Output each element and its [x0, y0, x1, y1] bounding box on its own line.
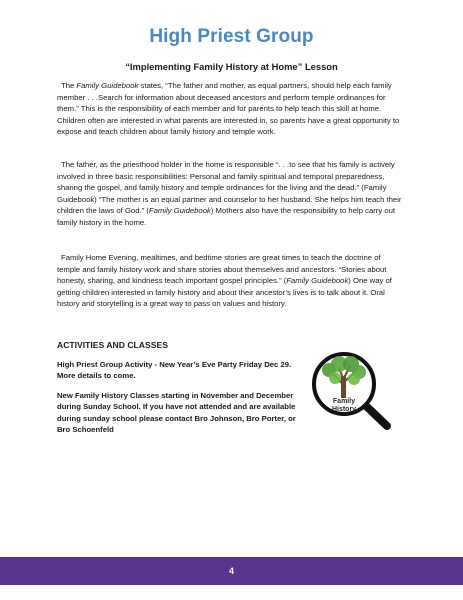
paragraph-text: ) One way of getting children interested in family history and about their ancestor’s lives is to talk about it. Oral history and storytelling is a great way to pass on values and history. — [57, 276, 392, 309]
paragraph-text: Family Home Evening, mealtimes, and bedtime stories are great times to teach the doctrine of temple and family history work and share stories about themselves and ancestors. “Stories about honesty, sharing, and kindness teach important gospel principles.” ( — [57, 253, 387, 286]
activities-heading: ACTIVITIES AND CLASSES — [57, 340, 168, 350]
lesson-title: “Implementing Family History at Home” Lesson — [125, 61, 338, 72]
activity-item: High Priest Group Activity - New Year’s Eve Party Friday Dec 29. More details to come. — [57, 360, 292, 381]
page-number: 4 — [228, 566, 234, 576]
italic-citation: Family Guidebook — [286, 276, 349, 286]
paragraph-2 — [57, 159, 405, 229]
paragraph-text: states, “The father and mother, as equal partners, should help each family member . . .Search for information about deceased ancestors and perform temple ordinances for them.” This is the responsibility of each member and for parents to help teach this skill at home. Children often are interested in what parents are interested in, so parents have a great opportunity to expose and teach children about family history and temple work. — [57, 81, 400, 137]
italic-citation: Family Guidebook — [76, 81, 139, 90]
italic-citation: Family Guidebook — [148, 206, 211, 216]
logo-text-line2: History — [331, 406, 357, 413]
family-history-logo — [309, 350, 395, 430]
paragraph-3 — [57, 252, 405, 310]
paragraph-text: The — [61, 81, 77, 90]
paragraph-1 — [57, 80, 405, 138]
magnifier-tree-icon — [309, 350, 395, 430]
activity-item: New Family History Classes starting in November and December during Sunday School. If you have not attended and are available during sunday school please contact Bro Johnson, Bro Porter, or Bro Schoenfeld — [57, 391, 296, 435]
paragraph-text: The father, as the priesthood holder in the home is responsible “. . .to see that his family is actively involved in three basic responsibilities: Personal and family spiritual and temporal preparedness, sharing the gospel, and family history and temple ordinances for the living and the dead.” (Family Guidebook) “The mother is an equal partner and counselor to her husband. She helps him teach their children the laws of God.” ( — [57, 160, 402, 216]
paragraph-text: ) Mothers also have the responsibility to help carry out family history in the home. — [57, 206, 396, 227]
logo-text-line1: Family — [332, 398, 356, 405]
page-title: High Priest Group — [149, 26, 314, 47]
